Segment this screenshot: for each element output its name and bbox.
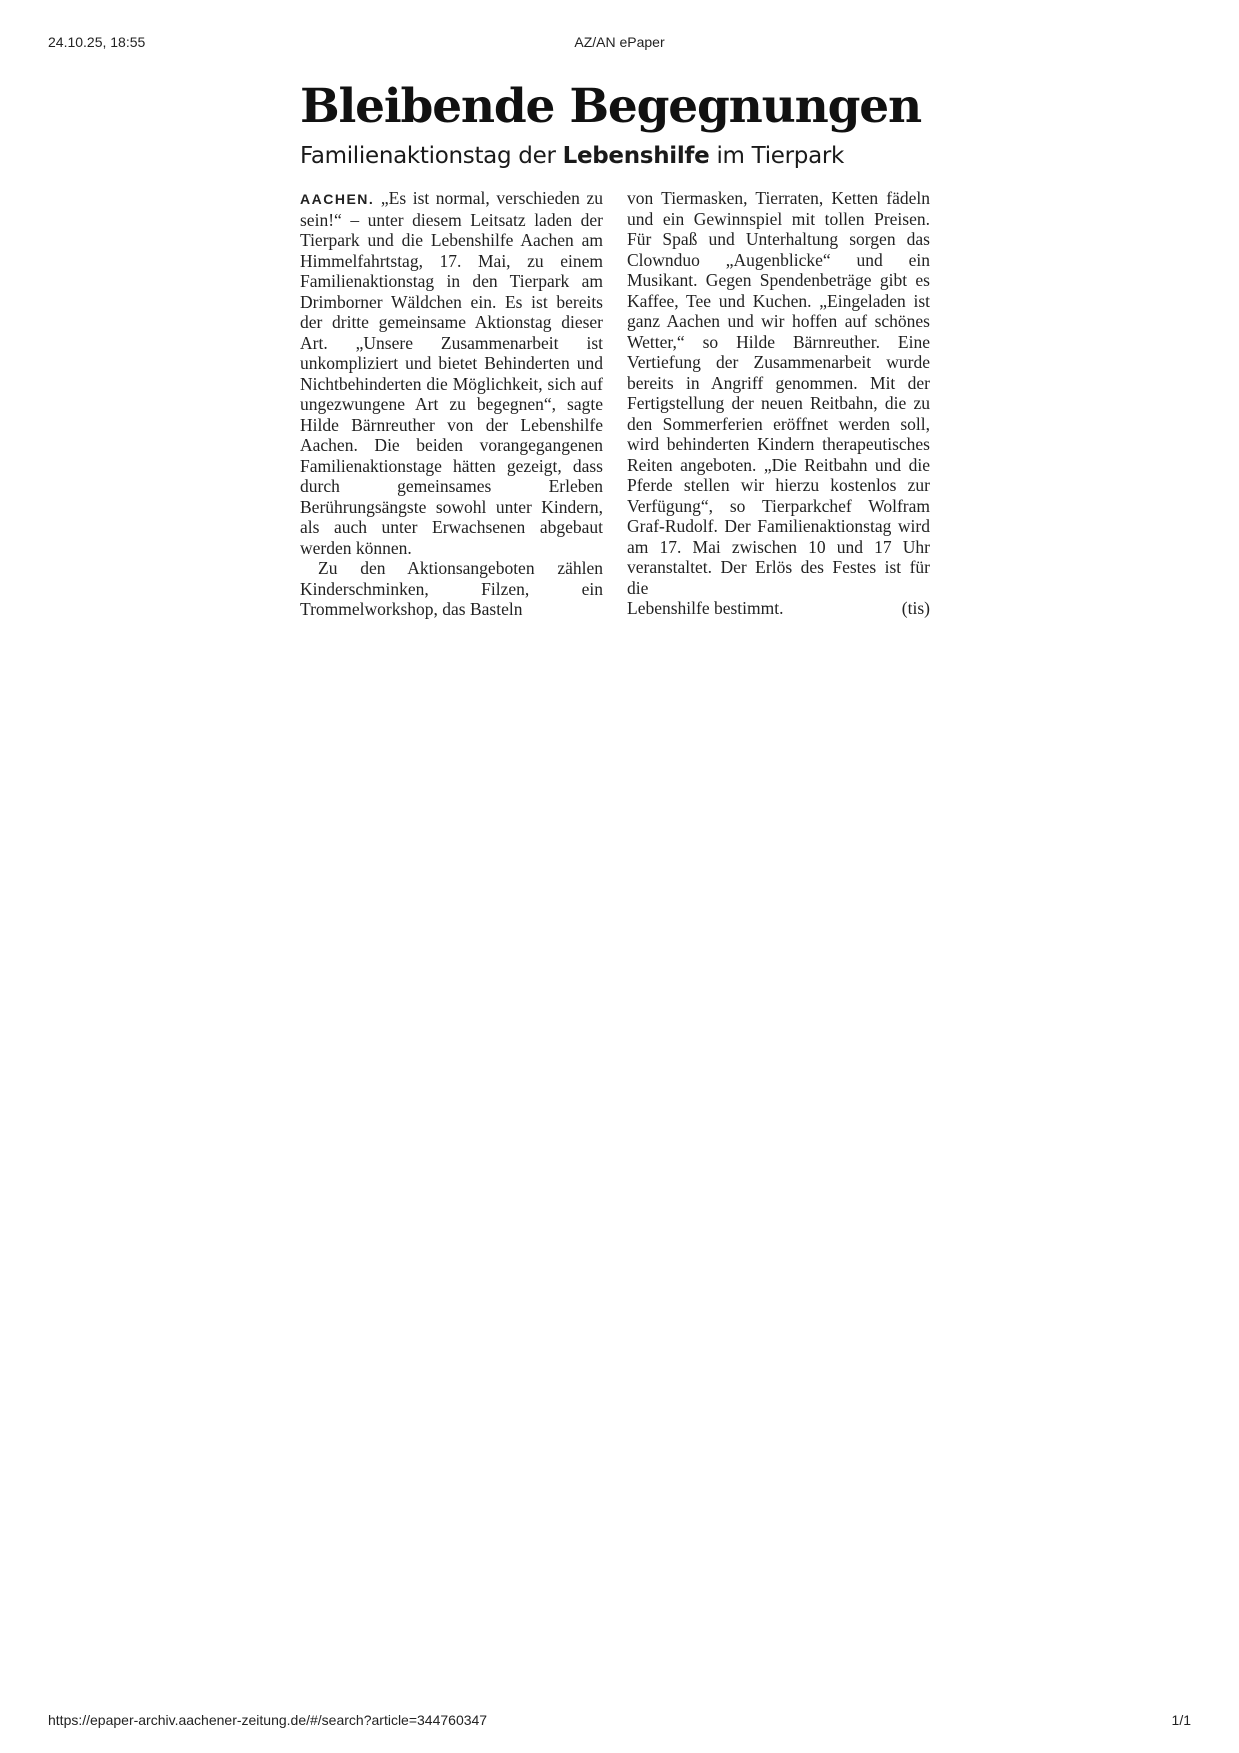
article-column-right <box>627 188 930 619</box>
print-header <box>48 34 1191 54</box>
subhead-suffix: im Tierpark <box>709 143 845 169</box>
print-title: AZ/AN ePaper <box>574 34 665 50</box>
article-dateline: AACHEN. <box>300 191 375 207</box>
print-url: https://epaper-archiv.aachener-zeitung.de/#/search?article=344760347 <box>48 1712 488 1728</box>
article-text: „Es ist normal, verschieden zu sein!“ – unter diesem Leitsatz laden der Tierpark und die Lebenshilfe Aachen am Himmelfahrtstag, 17. Mai, zu einem Familienaktionstag in den Tierpark am Drimborner Wäldchen ein. Es ist bereits der dritte gemeinsame Aktionstag dieser Art. „Unsere Zusammenarbeit ist unkompliziert und bietet Behinderten und Nichtbehinderten die Möglichkeit, sich auf ungezwungene Art zu begegnen“, sagte Hilde Bärnreuther von der Lebenshilfe Aachen. Die beiden vorangegangenen Familienaktionstage hätten gezeigt, dass durch gemeinsames Erleben Berührungsängste sowohl unter Kindern, als auch unter Erwachsenen abgebaut werden können. <box>300 188 603 558</box>
print-footer <box>48 1712 1191 1732</box>
print-datetime: 24.10.25, 18:55 <box>48 34 146 50</box>
article-subhead <box>300 140 930 172</box>
article-column-left <box>300 188 603 620</box>
subhead-bold: Lebenshilfe <box>562 143 710 169</box>
article-paragraph: Zu den Aktionsangeboten zählen Kinderschminken, Filzen, ein Trommelworkshop, das Basteln <box>300 558 603 619</box>
article-paragraph: von Tiermasken, Tierraten, Ketten fädeln und ein Gewinnspiel mit tollen Preisen. Für Spaß und Unterhaltung sorgen das Clownduo „Augenblicke“ und ein Musikant. Gegen Spendenbeträge gibt es Kaffee, Tee und Kuchen. „Eingeladen ist ganz Aachen und wir hoffen auf schönes Wetter,“ so Hilde Bärnreuther. Eine Vertiefung der Zusammenarbeit wurde bereits in Angriff genommen. Mit der Fertigstellung der neuen Reitbahn, die zu den Sommerferien eröffnet werden soll, wird behinderten Kindern therapeutisches Reiten angeboten. „Die Reitbahn und die Pferde stellen wir hierzu kostenlos zur Verfügung“, so Tierparkchef Wolfram Graf-Rudolf. Der Familienaktionstag wird am 17. Mai zwischen 10 und 17 Uhr veranstaltet. Der Erlös des Festes ist für die <box>627 188 930 598</box>
article-last-text: Lebenshilfe bestimmt. <box>627 598 784 618</box>
article-author: (tis) <box>901 598 930 618</box>
print-page-number: 1/1 <box>1171 1712 1191 1728</box>
article-closing-line <box>627 598 930 619</box>
subhead-prefix: Familienaktionstag der <box>300 143 563 169</box>
newspaper-article <box>300 78 930 619</box>
article-headline: Bleibende Begegnungen <box>300 79 921 134</box>
article-paragraph <box>300 188 603 558</box>
